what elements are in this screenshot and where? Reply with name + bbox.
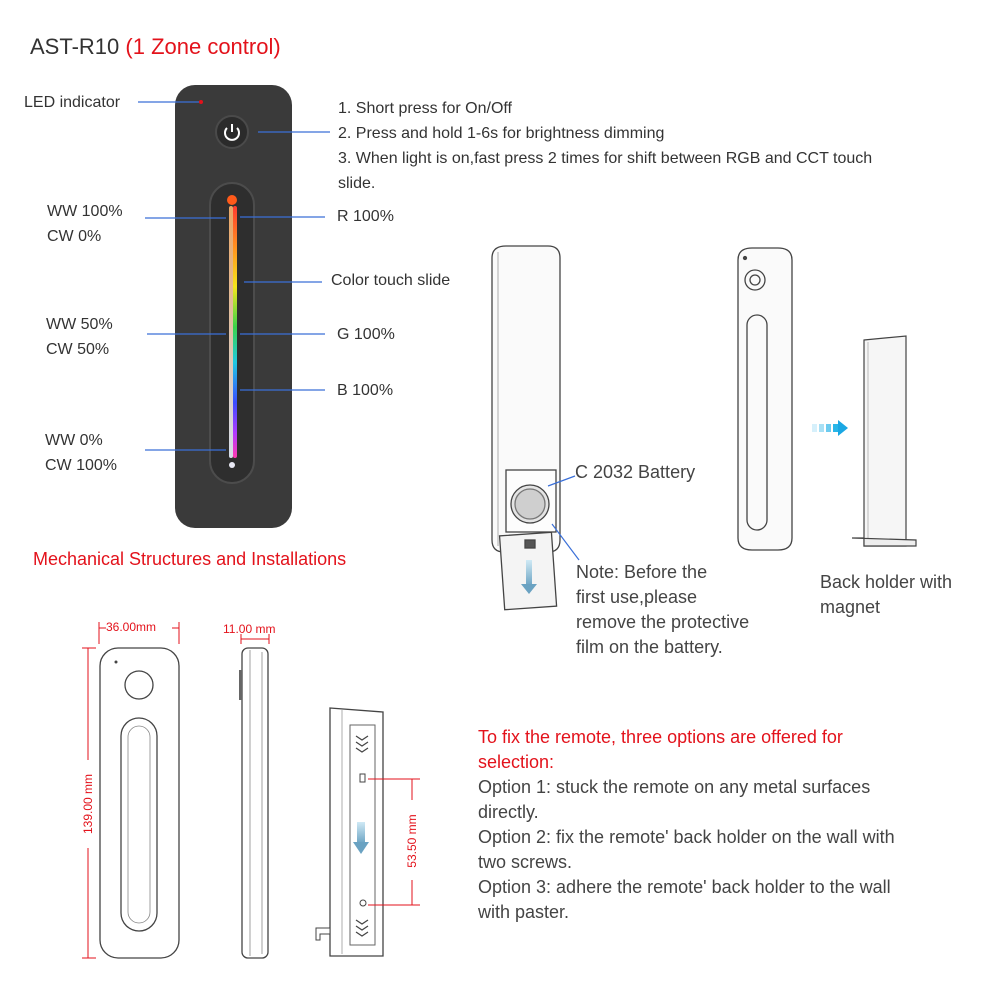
attach-arrow	[812, 420, 848, 436]
ww100-label: WW 100% CW 0%	[47, 203, 123, 245]
dim-side-view	[239, 634, 269, 958]
remote-back-battery-view	[492, 246, 560, 610]
section-title: Mechanical Structures and Installations	[33, 549, 347, 569]
b100-label: B 100%	[337, 382, 394, 399]
color-slide-label: Color touch slide	[331, 272, 451, 289]
instructions	[338, 96, 988, 196]
battery-note: Note: Before the first use,please remove the protective film on the battery.	[576, 562, 750, 657]
page-title	[30, 34, 281, 60]
instruction-1: 1. Short press for On/Off	[338, 100, 512, 117]
width-dimension: 36.00mm	[106, 620, 157, 634]
r100-label: R 100%	[337, 208, 394, 225]
option-2: Option 2: fix the remote' back holder on the wall with	[478, 827, 895, 847]
led-dot	[199, 100, 203, 104]
remote-side-outline	[738, 248, 792, 550]
option-3: Option 3: adhere the remote' back holder to the wall	[478, 877, 891, 897]
remote-front-view	[175, 85, 292, 528]
battery-label: C 2032 Battery	[575, 462, 696, 482]
instruction-2: 2. Press and hold 1-6s for brightness dimming	[338, 125, 665, 142]
g100-label: G 100%	[337, 326, 395, 343]
led-indicator-label: LED indicator	[24, 94, 121, 111]
ww50-label: WW 50% CW 50%	[46, 316, 113, 358]
height-dimension: 139.00 mm	[81, 773, 95, 835]
back-holder-label: Back holder with magnet	[820, 572, 953, 617]
depth-dimension: 11.00 mm	[223, 622, 276, 636]
model-name: AST-R10	[30, 34, 120, 59]
ww0-label: WW 0% CW 100%	[45, 432, 118, 474]
zone-label: (1 Zone control)	[125, 34, 281, 59]
fix-heading: To fix the remote, three options are offered for	[478, 727, 843, 747]
instruction-3: 3. When light is on,fast press 2 times for shift between RGB and CCT touch	[338, 150, 873, 167]
hole-dimension: 53.50 mm	[405, 814, 419, 868]
back-holder	[852, 336, 916, 546]
instruction-3-cont: slide.	[338, 175, 376, 192]
fix-options: To fix the remote, three options are offered for selection: Option 1: stuck the remote on any metal surfaces directly. Option 2: fix the remote' back holder on the wall with two screws. Option 3: adhere the remote' back holder to the wall with paster.	[478, 725, 988, 925]
pull-arrow	[526, 560, 532, 586]
dim-front-view	[82, 622, 179, 958]
option-1: Option 1: stuck the remote on any metal surfaces	[478, 777, 871, 797]
